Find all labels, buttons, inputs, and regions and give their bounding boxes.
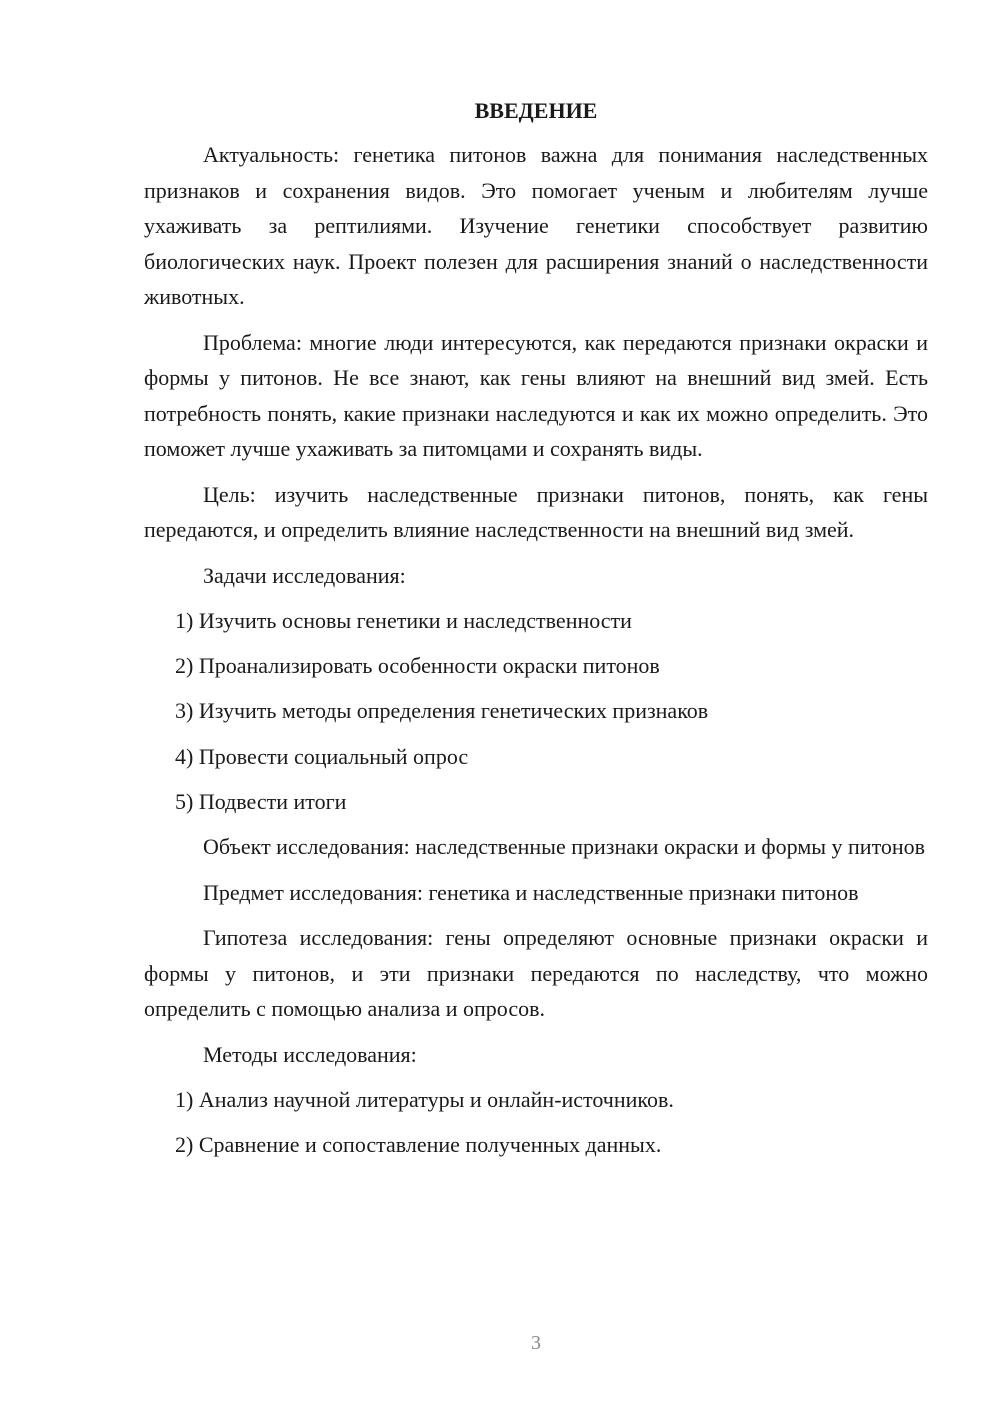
subject-paragraph: Предмет исследования: генетика и наследственные признаки питонов [203,879,859,905]
section-heading: ВВЕДЕНИЕ [474,98,598,123]
list-item: 1) Анализ научной литературы и онлайн-источников. [175,1087,674,1113]
document-page [144,96,928,1173]
tasks-heading: Задачи исследования: [203,562,406,588]
goal-paragraph: Цель: изучить наследственные признаки питонов, понять, как гены передаются, и определить влияние наследственности на внешний вид змей. [144,481,928,542]
tasks-list [144,603,928,829]
page-number: 3 [531,1332,541,1354]
list-item: 2) Сравнение и сопоставление полученных данных. [175,1132,662,1158]
list-item: 3) Изучить методы определения генетических признаков [175,698,709,724]
hypothesis-paragraph: Гипотеза исследования: гены определяют основные признаки окраски и формы у питонов, и эти признаки передаются по наследству, что можно определить с помощью анализа и опросов. [144,925,928,1022]
problem-paragraph: Проблема: многие люди интересуются, как передаются признаки окраски и формы у питонов. Не все знают, как гены влияют на внешний вид змей. Есть потребность понять, какие признаки наследуются и как их можно определить. Это поможет лучше ухаживать за питомцами и сохранять виды. [144,329,928,461]
methods-list [144,1082,928,1173]
list-item: 5) Подвести итоги [175,788,347,814]
methods-heading: Методы исследования: [203,1041,417,1067]
relevance-paragraph: Актуальность: генетика питонов важна для понимания наследственных признаков и сохранения видов. Это помогает ученым и любителям лучше ухаживать за рептилиями. Изучение генетики способствует развитию биологических наук. Проект полезен для расширения знаний о наследственности животных. [144,142,928,309]
list-item: 4) Провести социальный опрос [175,743,469,769]
list-item: 2) Проанализировать особенности окраски питонов [175,653,660,679]
object-paragraph: Объект исследования: наследственные признаки окраски и формы у питонов [203,834,926,860]
list-item: 1) Изучить основы генетики и наследственности [175,607,632,633]
